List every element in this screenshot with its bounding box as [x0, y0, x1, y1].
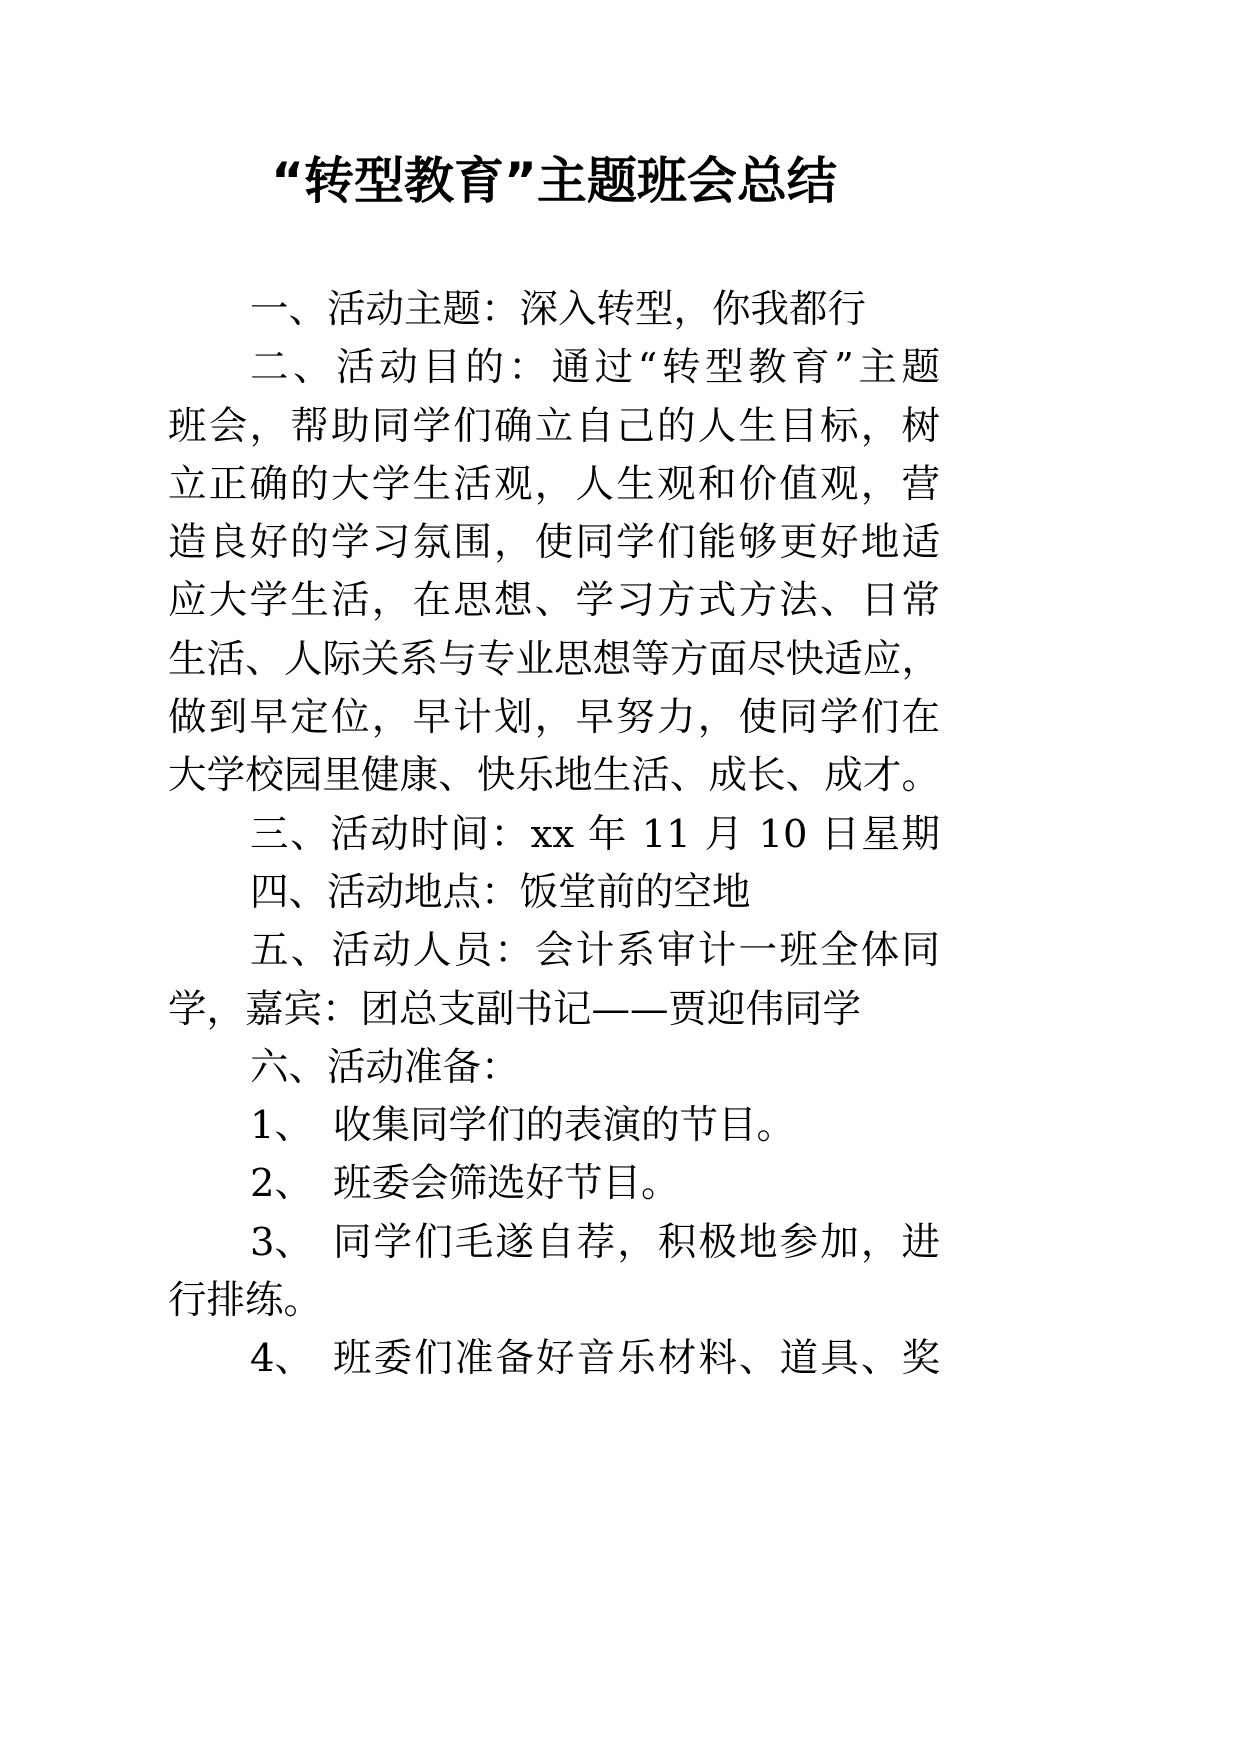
paragraph-line: 一、活动主题：深入转型，你我都行 [250, 287, 867, 332]
list-item [168, 1097, 940, 1155]
paragraph-line: 做到早定位，早计划，早努力，使同学们在 [168, 695, 940, 741]
list-item-number: 1、 [250, 1103, 313, 1149]
paragraph-line: 大学校园里健康、快乐地生活、成长、成才。 [168, 753, 940, 799]
document-title: “转型教育”主题班会总结 [271, 152, 837, 210]
paragraph-line: 造良好的学习氛围，使同学们能够更好地适 [168, 520, 940, 566]
paragraph-line: 五、活动人员：会计系审计一班全体同 [250, 928, 940, 974]
list-item-number: 3、 [250, 1219, 313, 1265]
list-item-number: 2、 [250, 1161, 313, 1207]
list-item [168, 1214, 940, 1272]
document-body [168, 281, 940, 1389]
paragraph-line: 三、活动时间：xx 年 11 月 10 日星期 [250, 811, 940, 857]
list-item [168, 1155, 940, 1213]
section-heading-line: 六、活动准备： [250, 1044, 520, 1090]
list-item-continuation: 行排练。 [168, 1278, 323, 1324]
list-item-text: 同学们毛遂自荐，积极地参加，进 [333, 1219, 940, 1265]
list-item-number: 4、 [250, 1336, 313, 1382]
paragraph-line: 生活、人际关系与专业思想等方面尽快适应， [168, 636, 940, 682]
paragraph-line: 班会，帮助同学们确立自己的人生目标，树 [168, 403, 940, 449]
paragraph-line: 立正确的大学生活观，人生观和价值观，营 [168, 461, 940, 507]
list-item-text: 班委们准备好音乐材料、道具、奖 [333, 1336, 940, 1382]
list-item [168, 1330, 940, 1388]
list-item-text: 班委会筛选好节目。 [333, 1161, 680, 1207]
paragraph-line: 二、活动目的：通过“转型教育”主题 [250, 345, 940, 391]
paragraph-line: 四、活动地点：饭堂前的空地 [250, 869, 751, 915]
paragraph-line: 学，嘉宾：团总支副书记——贾迎伟同学 [168, 986, 862, 1032]
list-item-text: 收集同学们的表演的节目。 [333, 1103, 796, 1149]
paragraph-line: 应大学生活，在思想、学习方式方法、日常 [168, 578, 940, 624]
